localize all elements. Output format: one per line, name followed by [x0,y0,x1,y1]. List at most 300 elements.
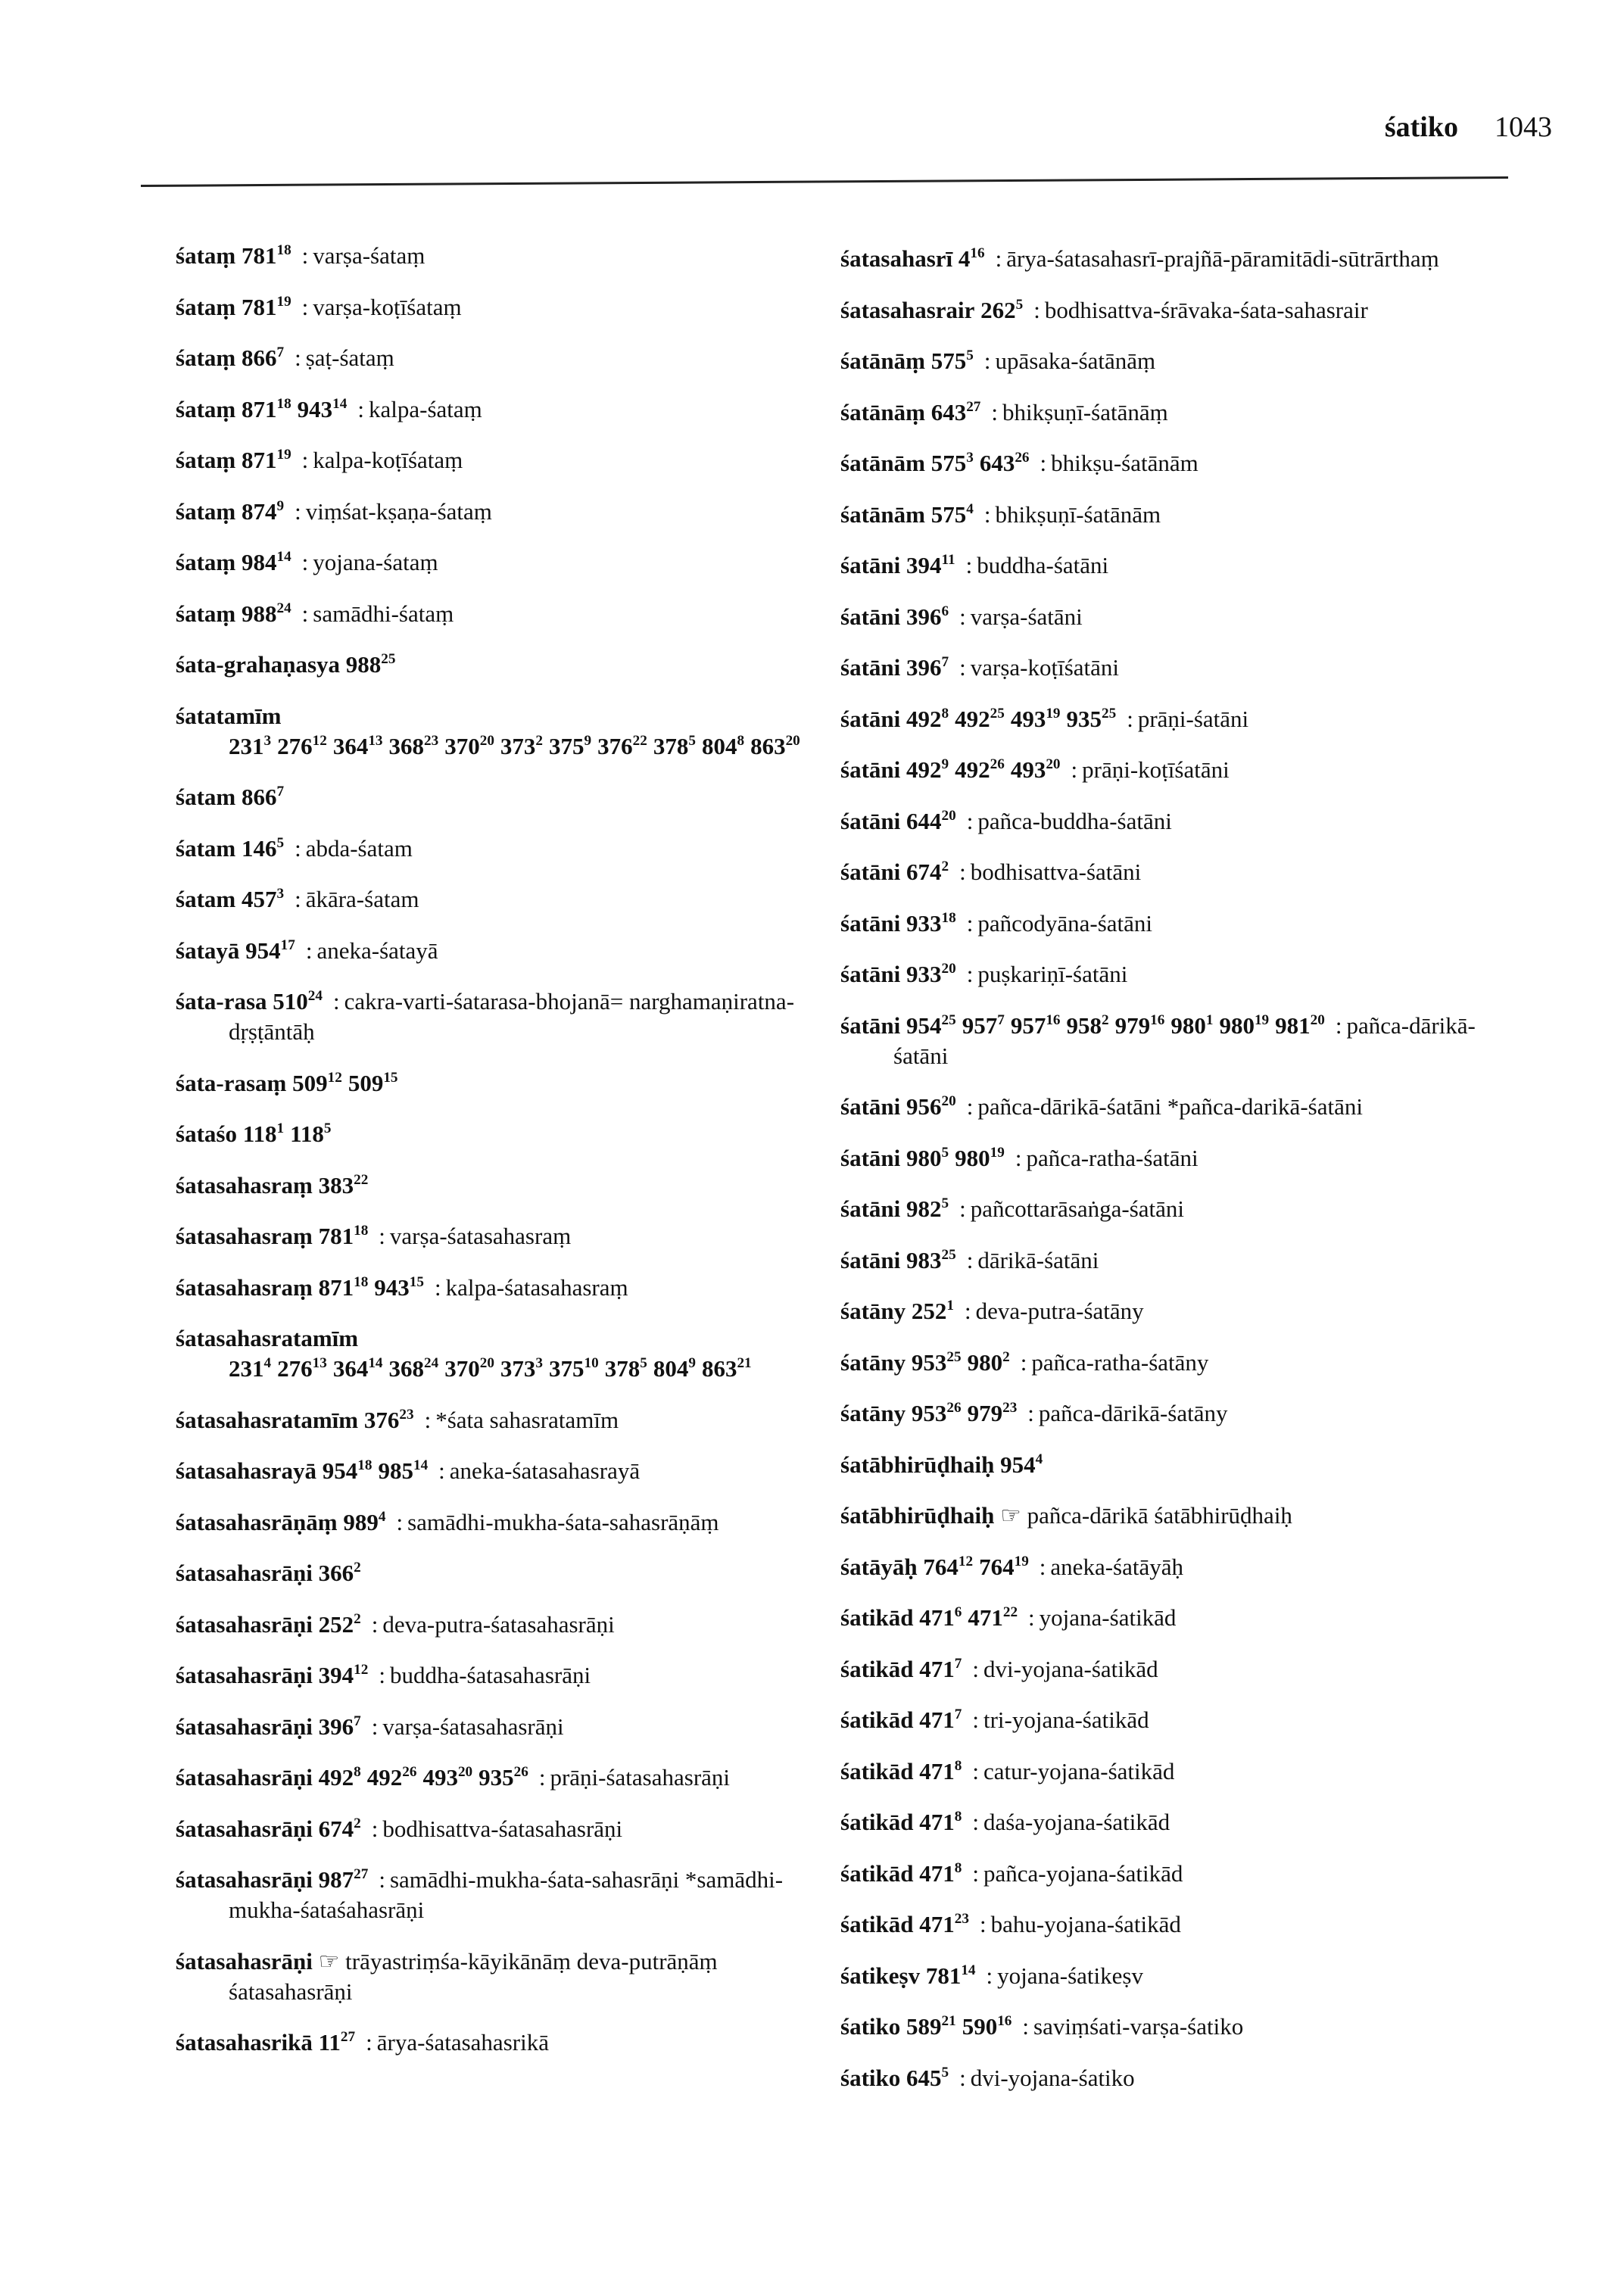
ref-line: 11 [941,552,955,569]
gloss: bhikṣuṇī-śatānāṃ [1002,398,1168,425]
gloss: deva-putra-śatasahasrāṇi [382,1610,615,1638]
colon-separator: : [966,909,974,937]
colon-separator: : [301,293,309,320]
gloss: varṣa-koṭīśataṃ [313,293,462,320]
gloss: bahu-yojana-śatikād [990,1911,1181,1937]
ref-page: 874 [241,497,277,525]
page-refs [242,498,290,525]
ref-page: 493 [422,1764,458,1791]
index-entry [176,1119,842,1149]
ref-line: 10 [584,1355,599,1372]
gloss: dvi-yojana-śatikād [983,1655,1158,1682]
ref-line: 2 [354,1815,361,1831]
gloss: ākāra-śatam [305,886,419,912]
ref-page: 375 [549,1355,584,1382]
ref-line: 26 [513,1764,528,1781]
ref-page: 933 [906,961,942,987]
ref-line: 16 [997,2013,1012,2030]
page-ref [549,733,591,759]
page-ref [319,1611,361,1638]
headword: śatasahasrāṇi [176,1560,313,1586]
gloss: kalpa-koṭīśataṃ [313,447,463,473]
gloss: daśa-yojana-śatikād [983,1809,1170,1835]
ref-page: 933 [906,909,942,937]
ref-page: 935 [1066,705,1102,732]
headword: śatikād [840,1604,914,1631]
colon-separator: : [983,500,991,528]
ref-page: 643 [979,450,1015,476]
ref-line: 5 [941,1195,949,1212]
ref-line: 6 [941,603,949,619]
ref-page: 396 [906,603,942,630]
ref-line: 19 [1046,705,1061,722]
page-refs [919,1656,968,1682]
colon-separator: : [438,1457,445,1484]
page-ref [955,1145,1005,1171]
headword: śatasahasrāṇi [176,1947,313,1975]
ref-page: 493 [1010,756,1046,783]
ref-line: 9 [688,1355,696,1372]
ref-page: 11 [318,2029,341,2056]
ref-line: 25 [941,1011,956,1028]
page-ref [919,1604,962,1631]
page-refs [343,1509,391,1535]
colon-separator: : [995,245,1002,272]
colon-separator: : [972,1655,979,1682]
page-ref [1000,1451,1043,1478]
index-entry [176,1610,842,1640]
ref-line: 15 [409,1273,424,1290]
index-entry [840,909,1507,939]
right-column [840,244,1507,2114]
page-ref [346,651,396,678]
colon-separator: : [305,937,313,964]
gloss: bodhisattva-śrāvaka-śata-sahasrair [1044,296,1368,323]
gloss: buddha-śatasahasrāṇi [389,1662,591,1688]
colon-separator: : [1127,705,1133,732]
gloss: yojana-śatikād [1039,1604,1177,1631]
page-refs [242,784,290,810]
index-entry [840,1245,1507,1276]
index-entry [176,1507,842,1538]
colon-separator: : [1071,756,1078,783]
gloss: bodhisattva-śatāni [970,859,1142,885]
page-refs [906,603,955,630]
headword: śatābhirūḍhaiḥ [840,1451,995,1478]
ref-page: 981 [1275,1011,1311,1039]
ref-line: 3 [276,886,285,902]
colon-separator: : [965,552,973,578]
page-refs [959,245,991,272]
headword: śatasahasrayā [176,1457,317,1484]
index-entry [840,602,1507,632]
ref-line: 14 [368,1355,383,1372]
ref-line: 2 [1002,1348,1010,1365]
page-refs [292,1070,404,1096]
ref-page: 943 [297,395,333,422]
page-ref [980,297,1023,323]
ref-page: 376 [597,732,633,759]
page-ref [968,1349,1010,1376]
gloss: buddha-śatāni [977,552,1109,578]
ref-line: 15 [383,1069,398,1086]
page-ref [319,1866,369,1893]
page-refs [243,1121,338,1147]
ref-page: 943 [374,1273,410,1301]
ref-line: 9 [276,497,285,514]
page-refs [923,1554,1034,1580]
index-entry [176,834,842,864]
page-refs [980,297,1029,323]
ref-line: 8 [954,1859,962,1876]
ref-line: 18 [941,909,956,926]
ref-line: 8 [354,1764,361,1781]
ref-line: 2 [941,859,949,875]
ref-page: 987 [318,1866,354,1893]
page-refs [906,756,1067,783]
index-entry [176,1456,842,1486]
gloss: varṣa-śataṃ [313,242,425,269]
colon-separator: : [1040,450,1047,476]
page-refs [906,706,1122,732]
ref-line: 4 [1035,1451,1043,1467]
page-ref [319,1274,369,1301]
page-ref [242,498,284,525]
headword: śatasahasrāṇi [176,1866,313,1893]
page-refs [319,1223,375,1249]
headword: śatāni [840,909,901,937]
ref-page: 590 [962,2013,998,2040]
ref-line: 12 [327,1069,342,1086]
ref-line: 8 [941,705,949,722]
ref-line: 21 [941,2013,956,2030]
colon-separator: : [371,1610,379,1638]
page-header [1211,111,1552,156]
page-ref [968,1400,1018,1426]
colon-separator: : [966,1093,974,1120]
page-ref [931,348,974,374]
gloss: pañca-ratha-śatāni [1026,1144,1199,1171]
gloss: kalpa-śataṃ [369,395,482,422]
gloss: deva-putra-śatāny [975,1298,1144,1324]
index-entry [840,806,1507,837]
ref-line: 26 [1015,450,1030,466]
page-ref [333,1355,383,1382]
headword: śatānām [840,500,925,528]
headword: śatānāṃ [840,348,925,374]
headword: śatasahasrikā [176,2029,313,2056]
headword: śatāni [840,705,901,732]
page-ref [242,886,284,912]
ref-page: 373 [500,1355,536,1382]
ref-line: 14 [332,395,348,412]
ref-page: 980 [906,1144,942,1171]
ref-line: 8 [737,732,745,749]
headword: śatikād [840,1757,914,1784]
gloss: samādhi-mukha-śata-sahasrāṇi *samādhi-mukha-śataśahasrāṇi [229,1866,784,1923]
page-ref [243,1121,284,1147]
gloss: pañca-dārikā-śatāny [1038,1400,1228,1426]
page-refs [319,1662,375,1688]
ref-line: 7 [276,784,285,800]
ref-line: 3 [263,732,272,749]
page-ref [549,1355,599,1382]
gloss: abda-śatam [305,834,413,862]
page-ref [242,396,291,422]
gloss: bhikṣu-śatānām [1051,450,1199,476]
page-ref [323,1457,372,1484]
headword: śatāni [840,603,901,630]
ref-page: 492 [366,1764,403,1791]
gloss: varṣa-koṭīśatāni [970,654,1119,681]
ref-line: 7 [276,344,285,361]
ref-line: 24 [424,1355,439,1372]
ref-page: 492 [906,756,942,783]
page-ref [912,1400,962,1426]
page-ref [906,552,955,578]
page-ref [374,1274,424,1301]
index-entry [176,497,842,527]
ref-page: 983 [906,1246,942,1273]
headword: śata-rasaṃ [176,1069,287,1096]
index-entry [176,1170,842,1201]
ref-page: 262 [980,296,1016,323]
index-entry [840,2012,1507,2042]
ref-page: 370 [444,732,480,759]
gloss: *śata sahasratamīm [435,1406,619,1433]
headword: śataṃ [176,447,236,473]
ref-page: 957 [1010,1011,1046,1039]
ref-page: 509 [292,1069,328,1096]
page-ref [906,961,956,987]
colon-separator: : [379,1866,385,1893]
page-ref [478,1764,528,1791]
ref-page: 492 [955,705,990,732]
index-entry [176,1221,842,1251]
page-ref [919,1809,962,1835]
page-ref [444,733,494,759]
page-ref [1275,1012,1325,1039]
colon-separator: : [301,447,309,473]
page-ref [242,549,291,575]
ref-page: 471 [919,1757,955,1784]
index-entry [176,701,842,762]
ref-page: 471 [919,1604,955,1631]
ref-line: 4 [378,1508,386,1525]
index-entry [840,1296,1507,1326]
colon-separator: : [972,1706,979,1733]
page-ref [422,1764,472,1791]
page-refs [319,2029,362,2056]
ref-line: 27 [966,398,981,415]
index-entry [840,704,1507,734]
ref-line: 18 [354,1223,369,1239]
ref-line: 19 [1014,1553,1029,1569]
index-entry [176,1558,842,1588]
page-ref [959,245,985,272]
index-entry [840,1603,1507,1633]
ref-line: 19 [276,293,291,310]
ref-line: 25 [381,651,396,668]
page-ref [962,2013,1012,2040]
headword: śatāny [840,1298,906,1324]
index-entry [840,244,1507,274]
colon-separator: : [979,1911,987,1937]
page-ref [906,1012,956,1039]
colon-separator: : [295,497,301,525]
ref-line: 20 [941,1093,956,1110]
headword: śatāni [840,1093,901,1120]
gloss: ☞ trāyastriṃśa-kāyikānāṃ deva-putrāṇāṃ śatasahasrāṇi [229,1947,718,2005]
ref-page: 954 [322,1457,358,1484]
ref-line: 21 [737,1355,752,1372]
index-entry [840,1501,1507,1531]
ref-line: 3 [966,450,974,466]
ref-line: 3 [535,1355,544,1372]
ref-page: 866 [241,344,277,371]
index-entry [176,986,842,1047]
gloss: samādhi-mukha-śata-sahasrāṇāṃ [407,1508,719,1535]
page-refs [906,552,962,578]
ref-line: 24 [276,600,291,616]
ref-line: 13 [368,732,383,749]
headword: śatasahasrair [840,296,975,323]
gloss: cakra-varti-śatarasa-bhojanā= narghamaṇiratna-dṛṣṭāntāḥ [229,988,795,1045]
index-entry [840,1143,1507,1173]
headword: śatikād [840,1859,914,1887]
page-ref [906,756,949,783]
page-ref [906,1145,949,1171]
index-entry [840,1092,1507,1122]
headword: śatāni [840,1011,901,1039]
page-ref [242,784,284,810]
page-refs [931,399,987,425]
page-ref [319,2029,356,2056]
headword: śatasahasrāṇi [176,1764,313,1791]
headword: śatasahasrāṇi [176,1610,313,1638]
headword: śatasahasrāṇi [176,1815,313,1842]
gloss: bodhisattva-śatasahasrāṇi [382,1815,623,1842]
gloss: pañca-buddha-śatāni [977,807,1172,834]
ref-line: 20 [457,1764,473,1781]
ref-line: 5 [276,834,285,851]
gloss: varṣa-śatasahasraṃ [389,1223,572,1249]
page-ref [955,706,1005,732]
headword: śatasahasraṃ [176,1223,313,1249]
ref-page: 394 [906,552,942,578]
page-refs [346,651,402,678]
ref-page: 252 [318,1610,354,1638]
index-entry [840,755,1507,785]
page-ref [298,396,348,422]
ref-line: 14 [961,1962,976,1978]
gloss: aneka-śatayā [316,937,438,964]
page-refs [906,1145,1011,1171]
gloss: viṃśat-kṣaṇa-śataṃ [305,497,492,525]
ref-line: 12 [354,1662,369,1678]
headword: śatāny [840,1400,906,1426]
gloss: yojana-śatikeṣv [997,1962,1143,1989]
ref-page: 364 [332,1355,369,1382]
index-entry [176,445,842,475]
page-ref [242,242,291,269]
gloss: catur-yojana-śatikād [983,1757,1175,1784]
ref-line: 19 [1254,1011,1270,1028]
colon-separator: : [301,549,309,575]
page-refs [906,1012,1331,1039]
page-refs [906,654,955,681]
page-ref [919,1911,969,1937]
headword: śatam [176,834,236,862]
index-entry [840,1705,1507,1735]
page-refs [919,1706,968,1733]
ref-page: 510 [273,988,308,1015]
ref-page: 575 [930,450,967,476]
page-refs [919,1809,968,1835]
page-refs [319,1866,375,1893]
index-entry [840,346,1507,376]
gloss: bhikṣuṇī-śatānām [995,500,1161,528]
headword: śatāni [840,961,901,987]
ref-page: 368 [388,732,425,759]
index-entry [840,857,1507,887]
ref-line: 8 [954,1757,962,1774]
ref-page: 378 [604,1355,641,1382]
page-refs [245,937,301,964]
page-ref [906,2013,956,2040]
headword: śataṃ [176,497,236,525]
headword: śatikād [840,1809,914,1835]
ref-page: 764 [923,1553,959,1580]
colon-separator: : [972,1757,979,1784]
ref-line: 5 [640,1355,647,1372]
page-ref [319,1560,361,1586]
page-ref [919,1758,962,1784]
ref-page: 988 [345,651,382,678]
ref-page: 373 [500,732,536,759]
headword: śatasahasrāṇi [176,1662,313,1688]
ref-page: 493 [1010,705,1046,732]
ref-line: 14 [413,1457,429,1474]
ref-page: 471 [919,1809,955,1835]
page-ref [378,1457,428,1484]
colon-separator: : [1039,1553,1046,1580]
ref-page: 370 [444,1355,480,1382]
index-entry [176,599,842,629]
colon-separator: : [295,834,301,862]
index-entry [840,550,1507,581]
index-entry [176,547,842,578]
ref-line: 20 [785,732,800,749]
ref-page: 509 [348,1069,384,1096]
headword: śataṃ [176,242,236,269]
index-entry [840,2063,1507,2093]
index-entry [840,397,1507,428]
gloss: pañca-dārikā-śatāni [893,1011,1476,1069]
index-entry [840,1909,1507,1940]
ref-page: 118 [242,1121,277,1147]
page-ref [319,1172,369,1198]
page-ref [980,450,1030,476]
colon-separator: : [983,348,991,374]
page-refs [242,600,298,627]
page-ref [931,501,974,528]
ref-page: 643 [930,398,967,425]
colon-separator: : [379,1223,385,1249]
ref-page: 781 [241,242,277,269]
colon-separator: : [959,2064,966,2091]
ref-page: 4 [958,245,971,272]
